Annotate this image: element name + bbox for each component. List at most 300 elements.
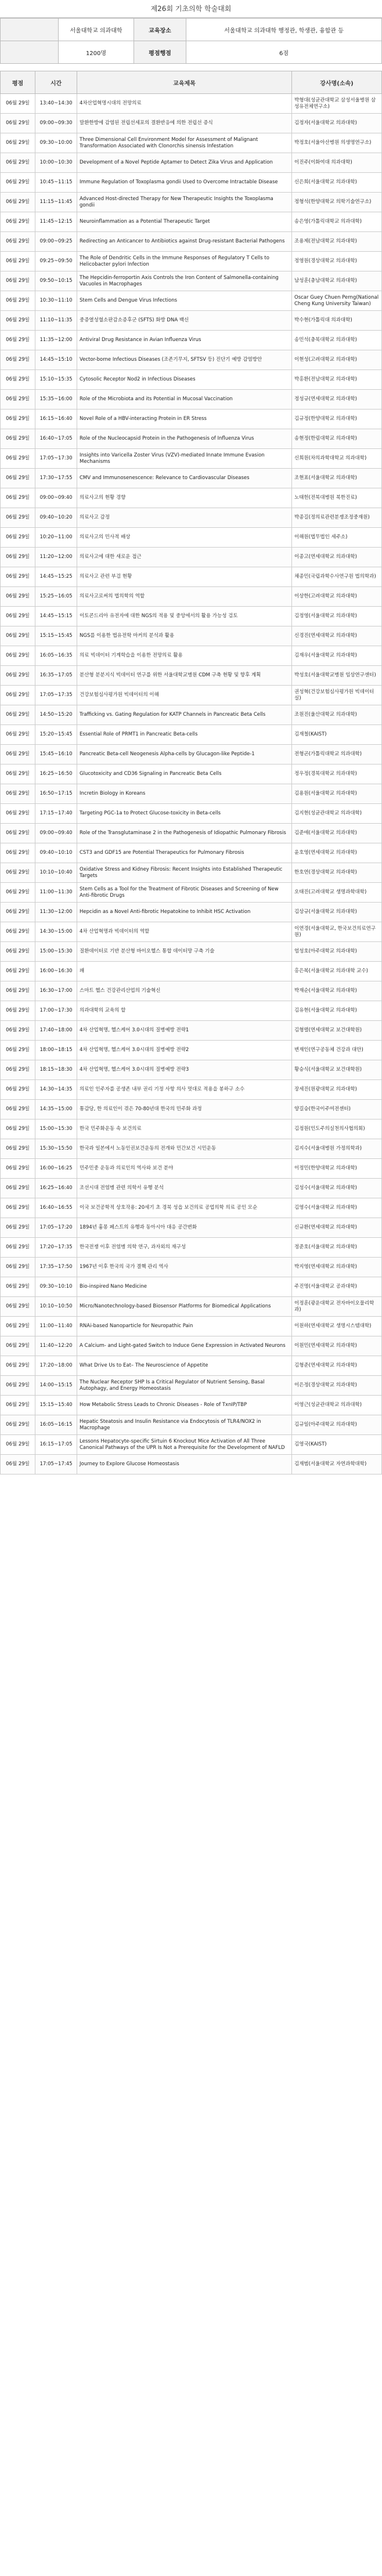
session-speaker: 김정자(서울대학교 의과대학)	[292, 114, 382, 133]
session-title: Neuroinflammation as a Potential Therapeutic Target	[77, 212, 292, 232]
session-title: 통감당, 한 의료인이 겪은 70-80년대 한국의 민주화 과정	[77, 1100, 292, 1119]
schedule-header-row	[1, 71, 382, 94]
table-row	[1, 765, 382, 784]
table-row	[1, 567, 382, 587]
table-row	[1, 1336, 382, 1356]
session-speaker: 오태진(고려대학교 생명과학대학)	[292, 883, 382, 903]
session-title: 4차산업혁명시대의 전망의료	[77, 94, 292, 114]
session-title: Advanced Host-directed Therapy for New Therapeutic Insights the Toxoplasma gondii	[77, 193, 292, 212]
session-speaker: 김정원(인도주의실천의사협의회)	[292, 1119, 382, 1139]
session-date: 06월 29일	[1, 1336, 35, 1356]
session-date: 06월 29일	[1, 883, 35, 903]
session-title: Cytosolic Receptor Nod2 in Infectious Diseases	[77, 370, 292, 390]
session-time: 17:20~18:00	[35, 1356, 77, 1376]
session-title: Journey to Explore Glucose Homeostasis	[77, 1455, 292, 1474]
session-speaker: 이영근(성균관대학교 의과대학)	[292, 1396, 382, 1415]
session-time: 09:00~09:25	[35, 232, 77, 252]
table-row	[1, 410, 382, 429]
table-row	[1, 1415, 382, 1435]
table-row	[1, 488, 382, 508]
session-time: 09:30~10:00	[35, 133, 77, 153]
session-date: 06월 29일	[1, 1218, 35, 1238]
session-date: 06월 29일	[1, 311, 35, 331]
session-date: 06월 29일	[1, 252, 35, 271]
table-row	[1, 843, 382, 863]
session-time: 16:40~16:55	[35, 1198, 77, 1218]
session-title: 조선시대 전염병 관련 의학서 유행 분석	[77, 1179, 292, 1198]
session-speaker: 전형곤(가톨릭대학교 의과대학)	[292, 745, 382, 765]
schedule-table	[0, 71, 382, 1474]
session-date: 06월 29일	[1, 804, 35, 824]
session-title: 의료사고로써의 법의학의 역할	[77, 587, 292, 607]
session-speaker: 한호연(경상대학교 의과대학)	[292, 863, 382, 883]
session-date: 06월 29일	[1, 1435, 35, 1455]
table-row	[1, 942, 382, 962]
session-title: The Role of Dendritic Cells in the Immune Responses of Regulatory T Cells to Helicobacter pylori Infection	[77, 252, 292, 271]
session-time: 09:25~09:50	[35, 252, 77, 271]
session-title: Role of the Nucleocapsid Protein in the Pathogenesis of Influenza Virus	[77, 429, 292, 449]
session-title: The Nuclear Receptor SHP Is a Critical Regulator of Nutrient Sensing, Basal Autophagy, and Energy Homeostasis	[77, 1376, 292, 1396]
session-title: 1967년 이후 한국의 국가 결핵 관리 역사	[77, 1258, 292, 1277]
session-title: Role of the Transglutaminase 2 in the Pathogenesis of Idiopathic Pulmonary Fibrosis	[77, 824, 292, 843]
session-time: 15:15~15:45	[35, 626, 77, 646]
session-time: 15:00~15:30	[35, 942, 77, 962]
table-row	[1, 350, 382, 370]
session-title: 말환한방에 감염된 전립선세포의 결환반응에 의한 전립선 증식	[77, 114, 292, 133]
session-speaker: 송민석(충북대학교 의과대학)	[292, 331, 382, 350]
session-date: 06월 29일	[1, 567, 35, 587]
session-time: 10:00~10:30	[35, 153, 77, 173]
session-date: 06월 29일	[1, 410, 35, 429]
session-date: 06월 29일	[1, 271, 35, 291]
session-title: 의료사고의 현황 경향	[77, 488, 292, 508]
session-date: 06월 29일	[1, 903, 35, 922]
session-speaker: 윤호영(연세대학교 의과대학)	[292, 843, 382, 863]
session-time: 16:00~16:30	[35, 962, 77, 981]
host-value: 서울대학교 의과대학	[59, 19, 134, 41]
session-time: 17:35~17:50	[35, 1258, 77, 1277]
session-speaker: 장세진(원광대학교 의과대학)	[292, 1080, 382, 1100]
session-date: 06월 29일	[1, 1455, 35, 1474]
session-time: 11:35~12:00	[35, 331, 77, 350]
table-row	[1, 1021, 382, 1041]
session-speaker: 박홍환(전남대학교 의과대학)	[292, 370, 382, 390]
session-time: 15:00~15:30	[35, 1119, 77, 1139]
session-date: 06월 29일	[1, 1238, 35, 1258]
session-speaker: 이해원(법무법인 세주소)	[292, 528, 382, 548]
session-time: 09:40~10:20	[35, 508, 77, 528]
session-speaker: 박지영(연세대학교 의과대학)	[292, 1258, 382, 1277]
session-title: The Hepcidin-ferroportin Axis Controls the Iron Content of Salmonella-containing Vacuoles in Macrophages	[77, 271, 292, 291]
session-speaker: 권성혁(건강보험심사평가원 빅데이터실)	[292, 686, 382, 705]
session-speaker: 김상규(서울대학교 의과대학)	[292, 903, 382, 922]
session-speaker: 이진주(이화여대 의과대학)	[292, 153, 382, 173]
session-date: 06월 29일	[1, 1396, 35, 1415]
session-date: 06월 29일	[1, 1119, 35, 1139]
session-title: 의료인 인주자를 공생존 내부 권리 기정 사항 의사 멋대로 적용을 봉하구 소수	[77, 1080, 292, 1100]
session-speaker: 조용제(전남대학교 의과대학)	[292, 232, 382, 252]
session-time: 09:40~10:10	[35, 843, 77, 863]
table-row	[1, 1179, 382, 1198]
table-row	[1, 252, 382, 271]
session-time: 17:05~17:20	[35, 1218, 77, 1238]
table-row	[1, 508, 382, 528]
table-row	[1, 981, 382, 1001]
table-row	[1, 962, 382, 981]
session-date: 06월 29일	[1, 922, 35, 942]
session-time: 09:00~09:40	[35, 824, 77, 843]
session-time: 16:50~17:15	[35, 784, 77, 804]
session-time: 11:30~12:00	[35, 903, 77, 922]
session-date: 06월 29일	[1, 1139, 35, 1159]
table-row	[1, 1100, 382, 1119]
session-title: Lessons Hepatocyte-specific Sirtuin 6 Knockout Mice Activation of All Three Canonical Pathways of the UPR Is Not a Prerequisite for the Development of NAFLD	[77, 1435, 292, 1455]
session-time: 14:00~15:15	[35, 1376, 77, 1396]
col-header-date: 평점	[1, 71, 35, 94]
session-date: 06월 29일	[1, 1317, 35, 1336]
session-time: 16:40~17:05	[35, 429, 77, 449]
session-date: 06월 29일	[1, 331, 35, 350]
session-speaker: 송은영(가톨릭대학교 의과대학)	[292, 212, 382, 232]
table-row	[1, 114, 382, 133]
session-date: 06월 29일	[1, 1159, 35, 1179]
table-row	[1, 1297, 382, 1317]
table-row	[1, 291, 382, 311]
table-row	[1, 193, 382, 212]
session-date: 06월 29일	[1, 824, 35, 843]
session-speaker: 김영국(KAIST)	[292, 1435, 382, 1455]
session-title: 4차 산업혁명, 헬스케어 3.0시대의 질병예방 전략3	[77, 1060, 292, 1080]
session-title: 한국 민주화운동 속 보건의료	[77, 1119, 292, 1139]
session-time: 09:00~09:40	[35, 488, 77, 508]
session-speaker: 정우정(경북대학교 의과대학)	[292, 765, 382, 784]
session-speaker: 황승식(서울대학교 보건대학원)	[292, 1060, 382, 1080]
session-date: 06월 29일	[1, 725, 35, 745]
event-info-row-credits	[1, 41, 382, 64]
session-speaker: 이원민(연세대학교 의과대학)	[292, 1336, 382, 1356]
spacer	[0, 64, 382, 71]
session-title: Development of a Novel Peptide Aptamer to Detect Zika Virus and Application	[77, 153, 292, 173]
session-speaker: 박종길(정의료관련분쟁조정중재원)	[292, 508, 382, 528]
session-speaker: 김용원(서울대학교 의과대학)	[292, 784, 382, 804]
session-title: A Calcium- and Light-gated Switch to Induce Gene Expression in Activated Neurons	[77, 1336, 292, 1356]
session-date: 06월 29일	[1, 1297, 35, 1317]
session-date: 06월 29일	[1, 548, 35, 567]
session-date: 06월 29일	[1, 1100, 35, 1119]
session-speaker: 이연경(서울대학교, 한국보건의료연구원)	[292, 922, 382, 942]
table-row	[1, 804, 382, 824]
session-time: 11:20~12:00	[35, 548, 77, 567]
table-row	[1, 1317, 382, 1336]
session-speaker: 박성호(서울대학교병원 임상연구센터)	[292, 666, 382, 686]
table-row	[1, 271, 382, 291]
session-title: Role of the Microbiota and its Potential in Mucosal Vaccination	[77, 390, 292, 410]
table-row	[1, 1159, 382, 1179]
session-speaker: 채종민(국립과학수사연구원 법의학과)	[292, 567, 382, 587]
session-date: 06월 29일	[1, 1198, 35, 1218]
table-row	[1, 1258, 382, 1277]
session-title: 건강보험심사평가원 빅데이터의 이해	[77, 686, 292, 705]
session-time: 14:30~14:35	[35, 1080, 77, 1100]
session-title: Immune Regulation of Toxoplasma gondii Used to Overcome Intractable Disease	[77, 173, 292, 193]
table-row	[1, 1060, 382, 1080]
table-row	[1, 863, 382, 883]
session-speaker: 이현성(고려대학교 의과대학)	[292, 350, 382, 370]
session-speaker: 정성규(연세대학교 의과대학)	[292, 390, 382, 410]
session-time: 17:05~17:45	[35, 1455, 77, 1474]
session-title: 의과대학의 교육의 할	[77, 1001, 292, 1021]
session-speaker: 박수현(가톨릭대 의과대학)	[292, 311, 382, 331]
session-title: 의료사고 관련 부검 현황	[77, 567, 292, 587]
session-time: 16:30~17:00	[35, 981, 77, 1001]
session-date: 06월 29일	[1, 1258, 35, 1277]
session-title: 질환데이터로 기반 분산형 바이오헬스 통합 데이터망 구축 기술	[77, 942, 292, 962]
session-speaker: 엄성호(아주대학교 의과대학)	[292, 942, 382, 962]
session-speaker: 김준애(서울대학교 의과대학)	[292, 824, 382, 843]
table-row	[1, 686, 382, 705]
session-title: Pancreatic Beta-cell Neogenesis Alpha-cells by Glucagon-like Peptide-1	[77, 745, 292, 765]
session-speaker: 신은희(서울대학교 의과대학)	[292, 173, 382, 193]
session-title: Vector-borne Infectious Diseases (조존기무지, SFTSV 등) 진단기 예방 감염방안	[77, 350, 292, 370]
session-date: 06월 29일	[1, 942, 35, 962]
session-date: 06월 29일	[1, 429, 35, 449]
session-time: 15:35~16:00	[35, 390, 77, 410]
session-date: 06월 29일	[1, 646, 35, 666]
table-row	[1, 548, 382, 567]
session-time: 15:25~16:05	[35, 587, 77, 607]
session-title: 이국 보건공학적 상호작용: 20세기 초 경북 성읍 보건의료 공업의학 의료 공인 모순	[77, 1198, 292, 1218]
table-row	[1, 1001, 382, 1021]
table-row	[1, 173, 382, 193]
table-row	[1, 390, 382, 410]
session-time: 11:40~12:20	[35, 1336, 77, 1356]
session-title: Incretin Biology in Koreans	[77, 784, 292, 804]
session-speaker: 신희원(차의과학대학교 의과대학)	[292, 449, 382, 469]
session-speaker: 김정영(서울대학교 의과대학)	[292, 607, 382, 626]
session-date: 06월 29일	[1, 350, 35, 370]
session-title: 의료 빅데이터 기계학습을 이용한 전망의료 활용	[77, 646, 292, 666]
session-date: 06월 29일	[1, 587, 35, 607]
session-speaker: 이정훈(광운대학교 전자바이오물리학과)	[292, 1297, 382, 1317]
table-row	[1, 1080, 382, 1100]
session-title: Insights into Varicella Zoster Virus (VZV)-mediated Innate Immune Evasion Mechanisms	[77, 449, 292, 469]
session-time: 15:20~15:45	[35, 725, 77, 745]
session-speaker: 김재철(KAIST)	[292, 725, 382, 745]
session-title: 의료사고 감정	[77, 508, 292, 528]
venue-label: 교육장소	[134, 19, 186, 41]
session-speaker: 김성수(서울대학교 의과대학)	[292, 1179, 382, 1198]
session-date: 06월 29일	[1, 153, 35, 173]
session-speaker: 주진명(서울대학교 공과대학)	[292, 1277, 382, 1297]
session-speaker: 변재인(연구공동체 건강과 대안)	[292, 1041, 382, 1060]
table-row	[1, 745, 382, 765]
session-date: 06월 29일	[1, 981, 35, 1001]
session-time: 13:40~14:30	[35, 94, 77, 114]
session-title: 의료사고의 민사적 배상	[77, 528, 292, 548]
session-speaker: 남성훈(충남대학교 의과대학)	[292, 271, 382, 291]
session-title: Hepcidin as a Novel Anti-fibrotic Hepatokine to Inhibit HSC Activation	[77, 903, 292, 922]
session-date: 06월 29일	[1, 1277, 35, 1297]
session-title: 이토콘드리아 유전자에 대한 NGS의 적용 및 중앙에서의 활용 가능성 검토	[77, 607, 292, 626]
session-time: 10:45~11:15	[35, 173, 77, 193]
session-title: 4차 산업혁명과 빅데이터의 역할	[77, 922, 292, 942]
col-header-title: 교육제목	[77, 71, 292, 94]
session-time: 09:00~09:30	[35, 114, 77, 133]
session-speaker: 이은정(경상대학교 의과대학)	[292, 1376, 382, 1396]
session-title: Stem Cells as a Tool for the Treatment of Fibrotic Diseases and Screening of New Anti-fibrotic Drugs	[77, 883, 292, 903]
session-speaker: 신규환(연세대학교 의과대학)	[292, 1218, 382, 1238]
session-date: 06월 29일	[1, 1179, 35, 1198]
table-row	[1, 725, 382, 745]
session-title: What Drive Us to Eat– The Neuroscience of Appetite	[77, 1356, 292, 1376]
session-time: 10:30~11:10	[35, 291, 77, 311]
session-title: 중증열성혈소판감소증후군 (SFTS) 화방 DNA 백신	[77, 311, 292, 331]
table-row	[1, 331, 382, 350]
session-time: 11:00~11:30	[35, 883, 77, 903]
session-date: 06월 29일	[1, 962, 35, 981]
session-title: Redirecting an Anticancer to Antibiotics against Drug-resistant Bacterial Pathogens	[77, 232, 292, 252]
session-time: 16:25~16:50	[35, 765, 77, 784]
session-time: 17:05~17:30	[35, 449, 77, 469]
session-date: 06월 29일	[1, 705, 35, 725]
session-time: 14:50~15:20	[35, 705, 77, 725]
table-row	[1, 666, 382, 686]
table-row	[1, 133, 382, 153]
session-title: Hepatic Steatosis and Insulin Resistance via Endocytosis of TLR4/NOX2 in Macrophage	[77, 1415, 292, 1435]
session-time: 17:15~17:40	[35, 804, 77, 824]
session-title: 의료사고에 대한 새로운 접근	[77, 548, 292, 567]
table-row	[1, 528, 382, 548]
session-speaker: 이정민(한양대학교 의과대학)	[292, 1159, 382, 1179]
session-title: How Metabolic Stress Leads to Chronic Diseases - Role of TxnIP/TBP	[77, 1396, 292, 1415]
session-title: 4차 산업혁명, 헬스케어 3.0시대의 질병예방 전략1	[77, 1021, 292, 1041]
session-title: 4차 산업혁명, 헬스케어 3.0시대의 질병예방 전략2	[77, 1041, 292, 1060]
session-time: 09:30~10:10	[35, 1277, 77, 1297]
session-speaker: 정영원(경상대학교 의과대학)	[292, 252, 382, 271]
session-speaker: 신경진(연세대학교 의과대학)	[292, 626, 382, 646]
session-title: 분산형 분분지식 빅데이터 연구를 위한 서울대학교병원 CDM 구축 현황 및 향후 계획	[77, 666, 292, 686]
session-time: 15:15~15:40	[35, 1396, 77, 1415]
session-date: 06월 29일	[1, 528, 35, 548]
table-row	[1, 232, 382, 252]
session-time: 10:10~10:50	[35, 1297, 77, 1317]
session-speaker: 김형준(연세대학교 의과대학)	[292, 1356, 382, 1376]
table-row	[1, 1198, 382, 1218]
session-title: Bio-inspired Nano Medicine	[77, 1277, 292, 1297]
session-title: 패	[77, 962, 292, 981]
session-speaker: 김지수(서울대병원 가정의학과)	[292, 1139, 382, 1159]
session-time: 17:20~17:35	[35, 1238, 77, 1258]
session-date: 06월 29일	[1, 863, 35, 883]
session-speaker: 김영수(서울대학교 의과대학)	[292, 1198, 382, 1218]
table-row	[1, 626, 382, 646]
session-title: 민주민중 운동과 의료인의 역사와 보건 분야	[77, 1159, 292, 1179]
session-time: 18:15~18:30	[35, 1060, 77, 1080]
session-speaker: 이원하(연세대학교 생명시스템대학)	[292, 1317, 382, 1336]
session-time: 17:40~18:00	[35, 1021, 77, 1041]
session-time: 14:45~15:15	[35, 607, 77, 626]
session-speaker: 박재순(서울대학교 의과대학)	[292, 981, 382, 1001]
session-date: 06월 29일	[1, 232, 35, 252]
session-time: 17:00~17:30	[35, 1001, 77, 1021]
session-date: 06월 29일	[1, 626, 35, 646]
session-time: 10:20~11:00	[35, 528, 77, 548]
session-speaker: 김재우(서울대학교 의과대학)	[292, 646, 382, 666]
session-date: 06월 29일	[1, 666, 35, 686]
table-row	[1, 1139, 382, 1159]
session-title: Oxidative Stress and Kidney Fibrosis: Recent Insights into Established Therapeutic Targets	[77, 863, 292, 883]
session-title: NGS를 이용한 법유전학 마커의 분석과 활용	[77, 626, 292, 646]
session-date: 06월 29일	[1, 745, 35, 765]
headcount-value: 1200명	[59, 41, 134, 64]
table-row	[1, 469, 382, 488]
session-title: Three Dimensional Cell Environment Model for Assessment of Malignant Transformation Associated with Clonorchis sinensis Infestation	[77, 133, 292, 153]
session-time: 11:15~11:45	[35, 193, 77, 212]
session-speaker: 조원진(울산대학교 의과대학)	[292, 705, 382, 725]
session-time: 14:30~15:00	[35, 922, 77, 942]
session-date: 06월 29일	[1, 370, 35, 390]
session-time: 11:45~12:15	[35, 212, 77, 232]
session-speaker: 양길승(한국이주여전센터)	[292, 1100, 382, 1119]
session-title: Antiviral Drug Resistance in Avian Influenza Virus	[77, 331, 292, 350]
session-speaker: 송현정(한림대학교 의과대학)	[292, 429, 382, 449]
session-time: 16:15~16:40	[35, 410, 77, 429]
table-row	[1, 1455, 382, 1474]
table-row	[1, 646, 382, 666]
credits-label: 평점행점	[134, 41, 186, 64]
session-date: 06월 29일	[1, 488, 35, 508]
table-row	[1, 903, 382, 922]
session-title: Stem Cells and Dengue Virus Infections	[77, 291, 292, 311]
session-date: 06월 29일	[1, 784, 35, 804]
table-row	[1, 1435, 382, 1455]
credits-value: 6점	[186, 41, 382, 64]
session-date: 06월 29일	[1, 114, 35, 133]
table-row	[1, 429, 382, 449]
session-date: 06월 29일	[1, 1021, 35, 1041]
session-title: CST3 and GDF15 are Potential Therapeutics for Pulmonary Fibrosis	[77, 843, 292, 863]
table-row	[1, 1356, 382, 1376]
session-speaker: 정준호(서울대학교 의과대학)	[292, 1238, 382, 1258]
session-date: 06월 29일	[1, 469, 35, 488]
session-time: 17:05~17:35	[35, 686, 77, 705]
session-date: 06월 29일	[1, 173, 35, 193]
session-speaker: 조현표(서울대학교 의과대학)	[292, 469, 382, 488]
venue-value: 서울대학교 의과대학 행정관, 학생관, 융합관 등	[186, 19, 382, 41]
table-row	[1, 922, 382, 942]
session-date: 06월 29일	[1, 686, 35, 705]
session-speaker: 김규일(아주대학교 의과대학)	[292, 1415, 382, 1435]
session-date: 06월 29일	[1, 1080, 35, 1100]
session-speaker: 박정호(서울아산병원 의생명연구소)	[292, 133, 382, 153]
table-row	[1, 153, 382, 173]
session-time: 14:35~15:00	[35, 1100, 77, 1119]
session-date: 06월 29일	[1, 1060, 35, 1080]
session-speaker: 김지현(성균관대학교 의과대학)	[292, 804, 382, 824]
page-title: 제26회 기초의학 학술대회	[0, 0, 382, 18]
session-title: 한국전쟁 이후 전염병 의학 연구, 과자외의 재구성	[77, 1238, 292, 1258]
session-time: 14:45~15:10	[35, 350, 77, 370]
session-speaker: 김유현(서울대학교 의과대학)	[292, 1001, 382, 1021]
schedule-body	[1, 94, 382, 1474]
session-time: 16:05~16:15	[35, 1415, 77, 1435]
table-row	[1, 1376, 382, 1396]
session-speaker: 노태헌(전북대병원 북한진료)	[292, 488, 382, 508]
table-row	[1, 1218, 382, 1238]
session-time: 15:10~15:35	[35, 370, 77, 390]
table-row	[1, 311, 382, 331]
session-time: 18:00~18:15	[35, 1041, 77, 1060]
